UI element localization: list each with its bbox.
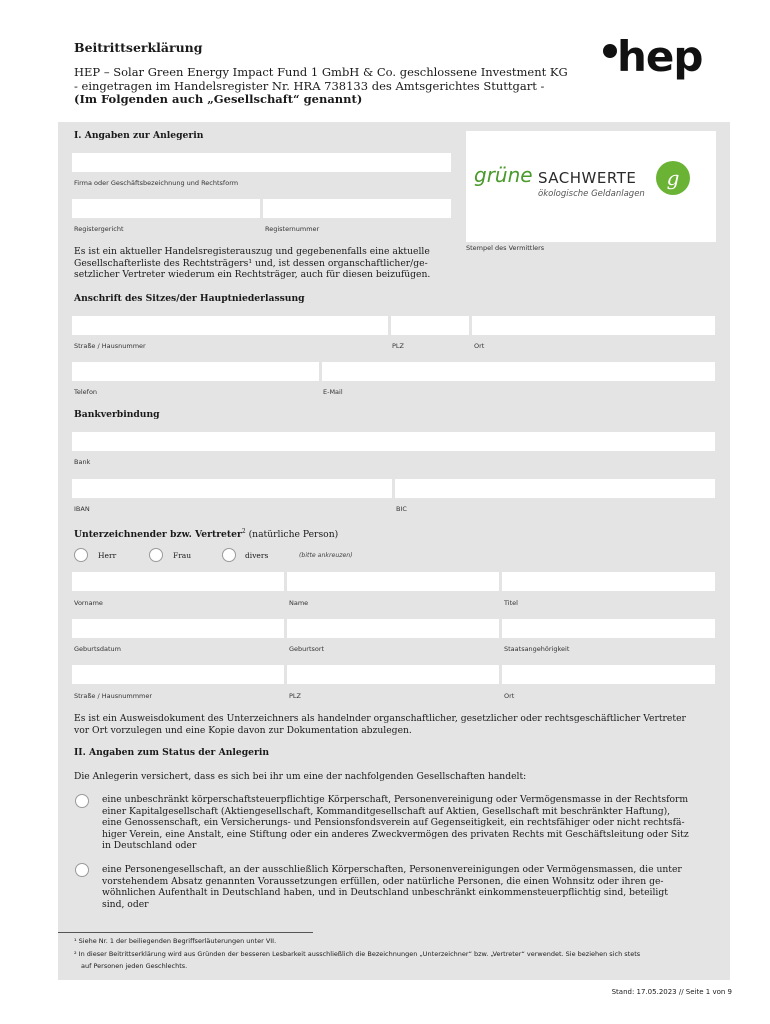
footnote-1: ¹ Siehe Nr. 1 der beiliegenden Begriffserläuterungen unter VII. xyxy=(74,937,277,945)
option-1-text xyxy=(102,794,722,852)
radio-frau[interactable] xyxy=(149,548,163,562)
telefon-field[interactable] xyxy=(72,362,319,381)
radio-herr[interactable] xyxy=(74,548,88,562)
vertreter-ort-field[interactable] xyxy=(502,665,715,684)
fund-register: - eingetragen im Handelsregister Nr. HRA 738133 des Amtsgerichtes Stuttgart - xyxy=(74,78,545,93)
option-2-line: wöhnlichen Aufenthalt in Deutschland haben, und in Deutschland unbeschränkt einkommensteuerpflichtig sind, beteiligt xyxy=(102,887,668,898)
vertreter-strasse-label: Straße / Hausnummmer xyxy=(74,692,153,700)
fund-alias: (Im Folgenden auch „Gesellschaft“ genannt) xyxy=(74,92,363,106)
registergericht-label: Registergericht xyxy=(74,225,124,233)
fund-name: HEP – Solar Green Energy Impact Fund 1 GmbH & Co. geschlossene Investment KG xyxy=(74,65,568,79)
vertreter-plz-field[interactable] xyxy=(287,665,499,684)
info-line-3: setzlicher Vertreter wiederum ein Rechtsträger, auch für diesen beizufügen. xyxy=(74,269,431,280)
staatsangehoerigkeit-field[interactable] xyxy=(502,619,715,638)
hep-logo-dot xyxy=(603,44,617,58)
vertreter-heading xyxy=(74,526,338,541)
gruene-sachwerte-logo-mark: g xyxy=(656,161,690,195)
radio-divers[interactable] xyxy=(222,548,236,562)
option-2-line: vorstehendem Absatz genannten Voraussetzungen erfüllen, oder natürliche Personen, die einen Wohnsitz oder ihren ge- xyxy=(102,875,664,887)
ort-label: Ort xyxy=(474,342,485,350)
bank-heading: Bankverbindung xyxy=(74,409,160,420)
vertreter-footnote-ref: 2 xyxy=(241,528,246,535)
option-1-line: einer Kapitalgesellschaft (Aktiengesellschaft, Kommanditgesellschaft auf Aktien, Gesellschaft mit beschränkter Haftung), xyxy=(102,805,671,817)
ort-field[interactable] xyxy=(472,316,715,335)
bic-label: BIC xyxy=(396,505,407,513)
info-line-2: Gesellschafterliste des Rechtsträgers¹ und, ist dessen organschaftlicher/ge- xyxy=(74,257,428,269)
bank-label: Bank xyxy=(74,458,91,466)
geburtsort-label: Geburtsort xyxy=(289,645,325,653)
bank-field[interactable] xyxy=(72,432,715,451)
option-2-line: sind, oder xyxy=(102,898,149,910)
salutation-hint: (bitte ankreuzen) xyxy=(299,552,353,559)
option-1-line: higer Verein, eine Anstalt, eine Stiftung oder ein anderes Zweckvermögen des privaten Rechts mit Geschäftsleitung oder Sitz xyxy=(102,828,689,840)
titel-label: Titel xyxy=(504,599,518,607)
page-footer: Stand: 17.05.2023 // Seite 1 von 9 xyxy=(611,988,732,996)
radio-option-kapitalgesellschaft[interactable] xyxy=(75,794,89,808)
registergericht-field[interactable] xyxy=(72,199,260,218)
section-2-intro: Die Anlegerin versichert, dass es sich bei ihr um eine der nachfolgenden Gesellschaften handelt: xyxy=(74,771,527,782)
strasse-field[interactable] xyxy=(72,316,388,335)
radio-divers-label: divers xyxy=(245,551,269,560)
sachwerte-logo-subtitle: ökologische Geldanlagen xyxy=(538,189,645,199)
ausweis-line-2: vor Ort vorzulegen und eine Kopie davon zur Dokumentation abzulegen. xyxy=(74,724,412,736)
name-label: Name xyxy=(289,599,309,607)
firma-label: Firma oder Geschäftsbezeichnung und Rechtsform xyxy=(74,179,239,187)
hep-logo-text: hep xyxy=(617,32,703,81)
staatsangehoerigkeit-label: Staatsangehörigkeit xyxy=(504,645,570,653)
ausweis-info xyxy=(74,713,724,736)
option-2-text xyxy=(102,864,722,910)
sachwerte-logo-word: SACHWERTE xyxy=(538,169,637,187)
email-label: E-Mail xyxy=(323,388,343,396)
option-2-line: eine Personengesellschaft, an der ausschließlich Körperschaften, Personenvereinigungen oder Vermögensmassen, die unter xyxy=(102,864,682,875)
bic-field[interactable] xyxy=(395,479,715,498)
name-field[interactable] xyxy=(287,572,499,591)
geburtsdatum-label: Geburtsdatum xyxy=(74,645,121,653)
handelsregister-info xyxy=(74,246,464,281)
strasse-label: Straße / Hausnummer xyxy=(74,342,146,350)
footnote-divider xyxy=(58,932,313,933)
info-line-1: Es ist ein aktueller Handelsregisterauszug und gegebenenfalls eine aktuelle xyxy=(74,246,430,257)
registernummer-label: Registernummer xyxy=(265,225,320,233)
option-1-line: eine Genossenschaft, ein Versicherungs- und Pensionsfondsverein auf Gegenseitigkeit, ein rechtsfähiger oder nicht rechtsfä- xyxy=(102,817,685,828)
ausweis-line-1: Es ist ein Ausweisdokument des Unterzeichners als handelnder organschaftlicher, gesetzlicher oder rechtsgeschäftlicher Vertreter xyxy=(74,713,686,724)
geburtsort-field[interactable] xyxy=(287,619,499,638)
email-field[interactable] xyxy=(322,362,715,381)
radio-frau-label: Frau xyxy=(173,551,192,560)
vertreter-heading-bold: Unterzeichnender bzw. Vertreter xyxy=(74,529,242,541)
registernummer-field[interactable] xyxy=(263,199,451,218)
titel-field[interactable] xyxy=(502,572,715,591)
vertreter-strasse-field[interactable] xyxy=(72,665,284,684)
gruene-logo-word: grüne xyxy=(474,163,533,187)
option-1-line: eine unbeschränkt körperschaftsteuerpflichtige Körperschaft, Personenvereinigung oder Vermögensmasse in der Rechtsform xyxy=(102,794,689,805)
iban-label: IBAN xyxy=(74,505,90,513)
firma-field[interactable] xyxy=(72,153,451,172)
vertreter-plz-label: PLZ xyxy=(289,692,301,700)
vorname-label: Vorname xyxy=(74,599,103,607)
plz-field[interactable] xyxy=(391,316,469,335)
section-1-heading: I. Angaben zur Anlegerin xyxy=(74,130,204,141)
vorname-field[interactable] xyxy=(72,572,284,591)
footnote-2: ² In dieser Beitrittserklärung wird aus Gründen der besseren Lesbarkeit ausschließlich die Bezeichnungen „Unterzeichner“ bzw. „Vertreter“ verwendet. Sie beziehen sich stets xyxy=(74,950,641,958)
iban-field[interactable] xyxy=(72,479,392,498)
vertreter-heading-normal: (natürliche Person) xyxy=(245,529,339,541)
anschrift-heading: Anschrift des Sitzes/der Hauptniederlassung xyxy=(74,293,305,304)
fund-description xyxy=(74,66,594,107)
hep-logo xyxy=(603,32,718,88)
vertreter-ort-label: Ort xyxy=(504,692,515,700)
option-1-line: in Deutschland oder xyxy=(102,840,197,851)
footnote-2-continued: auf Personen jeden Geschlechts. xyxy=(81,962,188,970)
stamp-label: Stempel des Vermittlers xyxy=(466,244,545,252)
document-title: Beitrittserklärung xyxy=(74,40,203,55)
geburtsdatum-field[interactable] xyxy=(72,619,284,638)
telefon-label: Telefon xyxy=(74,388,98,396)
stamp-box[interactable] xyxy=(466,131,716,242)
section-2-heading: II. Angaben zum Status der Anlegerin xyxy=(74,747,270,758)
radio-option-personengesellschaft[interactable] xyxy=(75,863,89,877)
plz-label: PLZ xyxy=(392,342,404,350)
radio-herr-label: Herr xyxy=(98,551,117,560)
